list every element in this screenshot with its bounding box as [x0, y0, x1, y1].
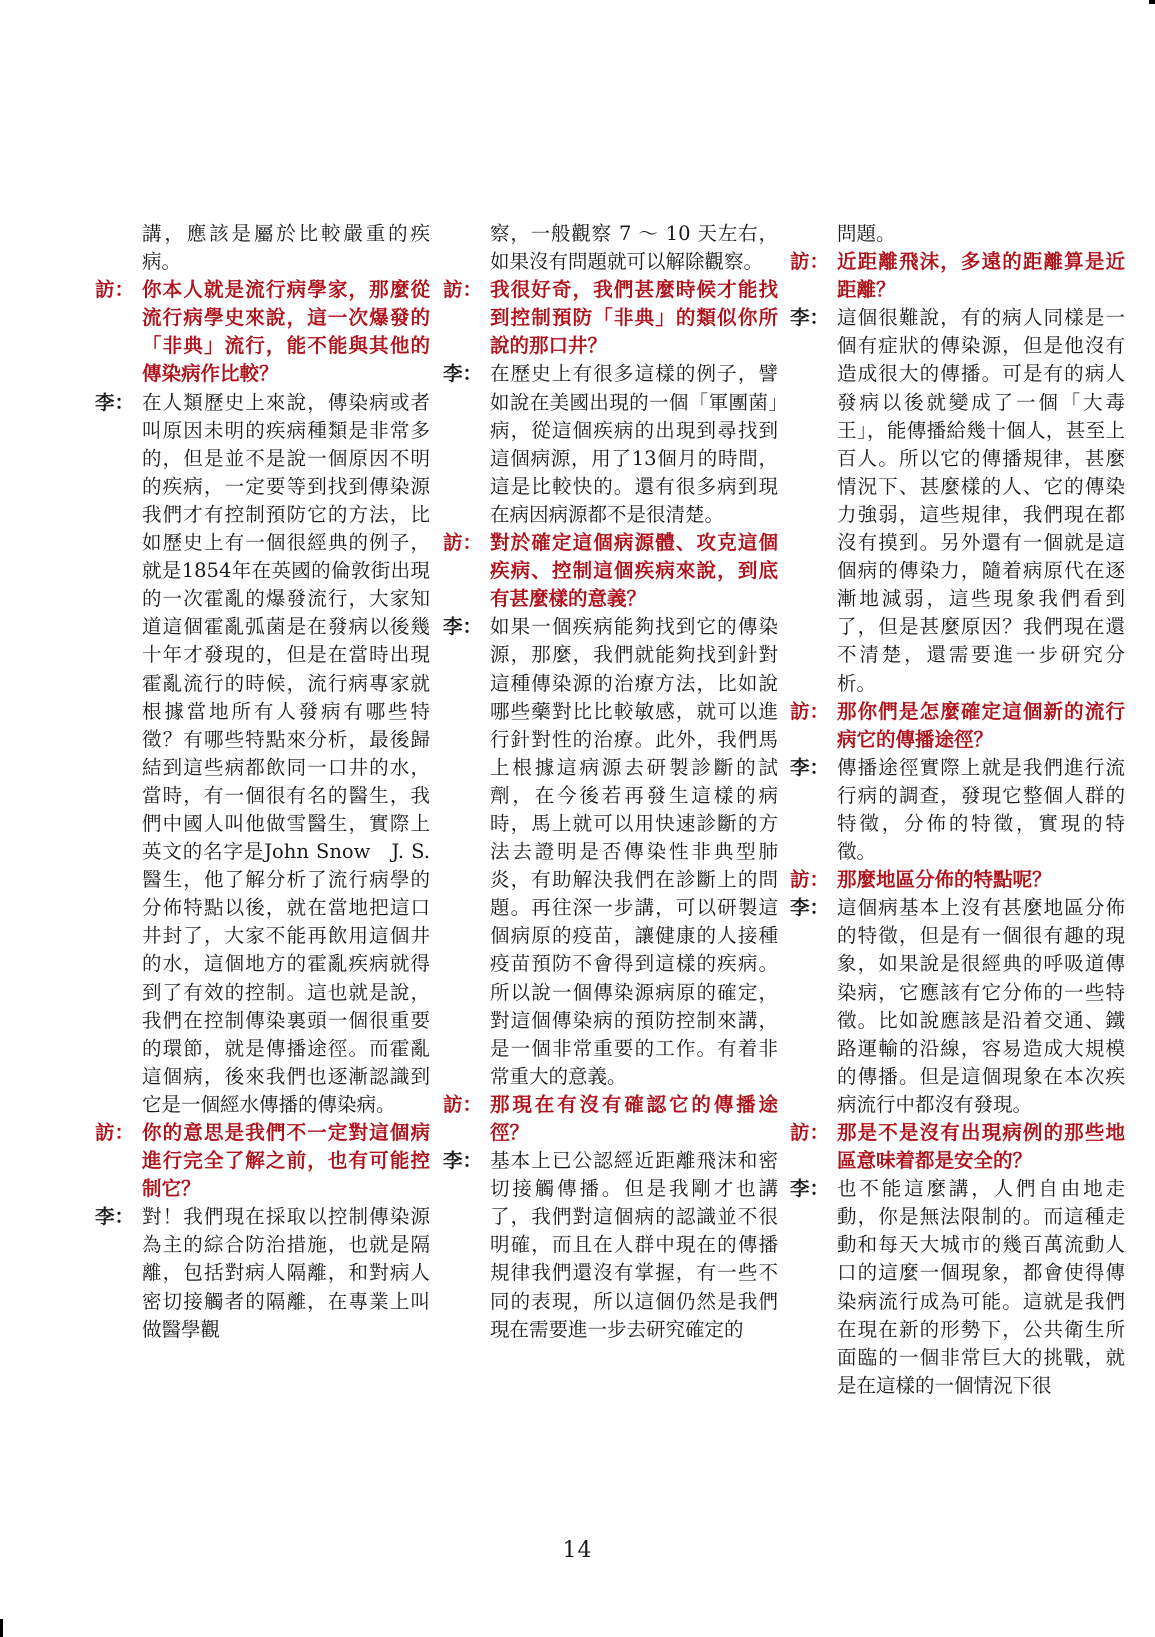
speaker-label-interviewer: 訪： — [443, 278, 483, 302]
interviewee-answer — [443, 1147, 778, 1344]
interviewer-question — [790, 866, 1125, 894]
interviewer-question — [443, 1091, 778, 1147]
text-column-1 — [95, 220, 430, 1344]
paragraph-text: 基本上已公認經近距離飛沫和密切接觸傳播。但是我剛才也講了，我們對這個病的認識並不很明確，而且在人群中現在的傳播規律我們還沒有掌握，有一些不同的表現，所以這個仍然是我們現在需要進一步去研究確定的 — [490, 1149, 778, 1341]
speaker-label-interviewee: 李： — [95, 390, 135, 414]
crop-mark-top-right — [1149, 0, 1155, 4]
speaker-label-interviewee: 李： — [790, 896, 830, 920]
speaker-label-interviewee: 李： — [790, 306, 830, 330]
paragraph-text: 這個病基本上沒有甚麼地區分佈的特徵，但是有一個很有趣的現象，如果說是很經典的呼吸道傳染病，它應該有它分佈的一些特徵。比如說應該是沿着交通、鐵路運輸的沿線，容易造成大規模的傳播。但是這個現象在本次疾病流行中都沒有發現。 — [837, 896, 1125, 1116]
paragraph-text: 這個很難說，有的病人同樣是一個有症狀的傳染源，但是他沒有造成很大的傳播。可是有的病人發病以後就變成了一個「大毒王」，能傳播給幾十個人，甚至上百人。所以它的傳播規律，甚麼情況下、甚麼樣的人、它的傳染力強弱，這些規律，我們現在都沒有摸到。另外還有一個就是這個病的傳染力，隨着病原代在逐漸地減弱，這些現象我們看到了，但是甚麼原因？我們現在還不清楚，還需要進一步研究分析。 — [837, 306, 1125, 695]
paragraph-text: 在歷史上有很多這樣的例子，譬如說在美國出現的一個「軍團菌」病，從這個疾病的出現到尋找到這個病源，用了13個月的時間，這是比較快的。還有很多病到現在病因病源都不是很清楚。 — [490, 362, 778, 526]
paragraph-text: 你本人就是流行病學家，那麼從流行病學史來說，這一次爆發的「非典」流行，能不能與其他的傳染病作比較？ — [142, 278, 430, 386]
paragraph-text: 如果一個疾病能夠找到它的傳染源，那麼，我們就能夠找到針對這種傳染源的治療方法，比如說哪些藥對比比較敏感，就可以進行針對性的治療。此外，我們馬上根據這病源去研製診斷的試劑，在今後若再發生這樣的病時，馬上就可以用快速診斷的方法去證明是否傳染性非典型肺炎，有助解決我們在診斷上的問題。再往深一步講，可以研製這個病原的疫苗，讓健康的人接種疫苗預防不會得到這樣的疾病。所以說一個傳染源病原的確定，對這個傳染病的預防控制來講，是一個非常重要的工作。有着非常重大的意義。 — [490, 615, 778, 1088]
interviewer-question — [443, 276, 778, 360]
speaker-label-interviewer: 訪： — [790, 250, 830, 274]
paragraph-text: 那麼地區分佈的特點呢？ — [837, 868, 1052, 892]
speaker-label-interviewee: 李： — [790, 755, 830, 779]
speaker-label-interviewer: 訪： — [790, 699, 830, 723]
interviewee-answer — [790, 220, 1125, 248]
paragraph-text: 那你們是怎麼確定這個新的流行病它的傳播途徑？ — [837, 699, 1125, 751]
interviewer-question — [790, 698, 1125, 754]
paragraph-text: 對於確定這個病源體、攻克這個疾病、控制這個疾病來說，到底有甚麼樣的意義？ — [490, 531, 778, 611]
interviewee-answer — [443, 220, 778, 276]
page-number: 14 — [562, 1538, 593, 1563]
paragraph-text: 講，應該是屬於比較嚴重的疾病。 — [142, 222, 430, 274]
interviewee-answer — [95, 220, 430, 276]
interviewee-answer — [790, 894, 1125, 1119]
paragraph-text: 察，一般觀察 7 ～ 10 天左右，如果沒有問題就可以解除觀察。 — [490, 222, 778, 274]
paragraph-text: 對！我們現在採取以控制傳染源為主的綜合防治措施，也就是隔離，包括對病人隔離，和對病人密切接觸者的隔離，在專業上叫做醫學觀 — [142, 1205, 430, 1341]
paragraph-text: 在人類歷史上來說，傳染病或者叫原因未明的疾病種類是非常多的，但是並不是說一個原因不明的疾病，一定要等到找到傳染源我們才有控制預防它的方法，比如歷史上有一個很經典的例子，就是1854年在英國的倫敦街出現的一次霍亂的爆發流行，大家知道這個霍亂弧菌是在發病以後幾十年才發現的，但是在當時出現霍亂流行的時候，流行病專家就根據當地所有人發病有哪些特徵？有哪些特點來分析，最後歸結到這些病都飲同一口井的水，當時，有一個很有名的醫生，我們中國人叫他做雪醫生，實際上英文的名字是John Snow J. S.醫生，他了解分析了流行病學的分佈特點以後，就在當地把這口井封了，大家不能再飲用這個井的水，這個地方的霍亂疾病就得到了有效的控制。這也就是說，我們在控制傳染裏頭一個很重要的環節，就是傳播途徑。而霍亂這個病，後來我們也逐漸認識到它是一個經水傳播的傳染病。 — [142, 390, 430, 1116]
speaker-label-interviewer: 訪： — [443, 1092, 483, 1116]
speaker-label-interviewer: 訪： — [790, 868, 830, 892]
interviewee-answer — [443, 360, 778, 529]
paragraph-text: 那現在有沒有確認它的傳播途徑？ — [490, 1092, 778, 1144]
speaker-label-interviewer: 訪： — [95, 1121, 135, 1144]
interviewee-answer — [443, 613, 778, 1091]
paragraph-text: 也不能這麼講，人們自由地走動，你是無法限制的。而這種走動和每天大城市的幾百萬流動人口的這麼一個現象，都會使得傳染病流行成為可能。這就是我們在現在新的形勢下，公共衛生所面臨的一個非常巨大的挑戰，就是在這樣的一個情況下很 — [837, 1177, 1125, 1397]
speaker-label-interviewer: 訪： — [443, 531, 483, 555]
speaker-label-interviewee: 李： — [443, 362, 483, 386]
interviewee-answer — [790, 1175, 1125, 1400]
text-column-2 — [443, 220, 778, 1344]
interviewer-question — [790, 1119, 1125, 1175]
paragraph-text: 近距離飛沫，多遠的距離算是近距離？ — [837, 250, 1125, 302]
crop-mark-bottom-left — [0, 1619, 3, 1637]
speaker-label-interviewee: 李： — [443, 615, 483, 639]
speaker-label-interviewee: 李： — [443, 1149, 483, 1173]
interviewer-question — [95, 276, 430, 388]
interviewer-question — [95, 1119, 430, 1203]
speaker-label-interviewee: 李： — [95, 1205, 135, 1229]
paragraph-text: 那是不是沒有出現病例的那些地區意味着都是安全的？ — [837, 1121, 1125, 1173]
interviewee-answer — [790, 304, 1125, 697]
paragraph-text: 我很好奇，我們甚麼時候才能找到控制預防「非典」的類似你所說的那口井？ — [490, 278, 778, 358]
speaker-label-interviewee: 李： — [790, 1177, 830, 1201]
interviewee-answer — [95, 389, 430, 1119]
interviewee-answer — [790, 754, 1125, 866]
interviewer-question — [443, 529, 778, 613]
speaker-label-interviewer: 訪： — [95, 278, 135, 302]
speaker-label-interviewer: 訪： — [790, 1121, 830, 1144]
paragraph-text: 傳播途徑實際上就是我們進行流行病的調查，發現它整個人群的特徵，分佈的特徵，實現的特徵。 — [837, 755, 1125, 864]
paragraph-text: 問題。 — [837, 222, 896, 245]
paragraph-text: 你的意思是我們不一定對這個病進行完全了解之前，也有可能控制它？ — [142, 1121, 430, 1201]
text-column-3 — [790, 220, 1125, 1400]
interviewee-answer — [95, 1203, 430, 1343]
interviewer-question — [790, 248, 1125, 304]
